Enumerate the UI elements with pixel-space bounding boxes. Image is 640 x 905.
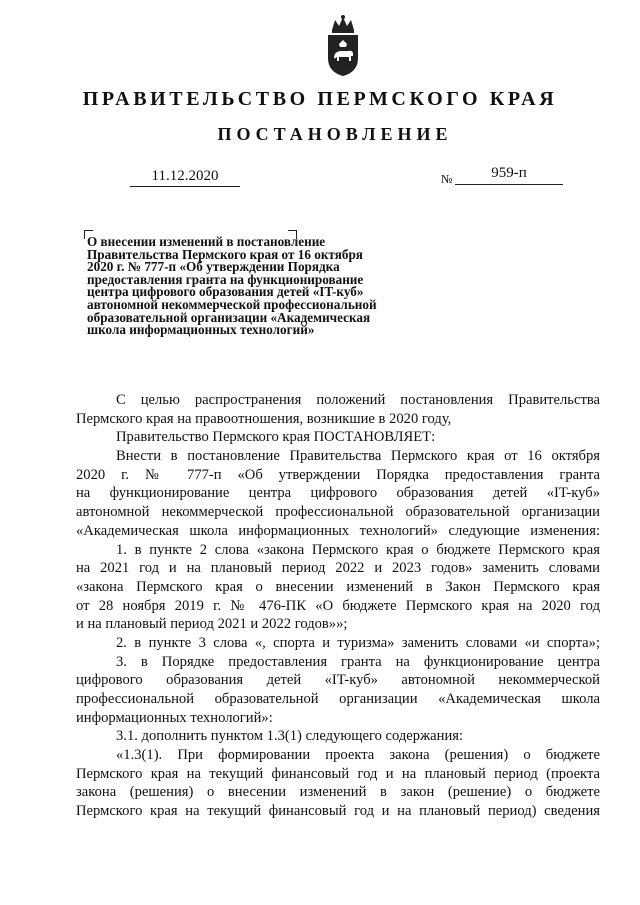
number-sign: № bbox=[441, 172, 453, 186]
body-line: информационных технологий»: bbox=[76, 709, 273, 726]
body-line: «закона Пермского края о внесении изменений в Закон Пермского края bbox=[76, 578, 600, 595]
document-body bbox=[76, 391, 600, 821]
body-line: на функционирование центра цифрового образования детей «IT-куб» bbox=[76, 485, 600, 502]
body-line: от 28 ноября 2019 г. № 476-ПК «О бюджете Пермского края на 2020 год bbox=[76, 597, 600, 614]
body-line: Пермского края на правоотношения, возникшие в 2020 году, bbox=[76, 410, 452, 427]
body-line: 3. в Порядке предоставления гранта на функционирование центра bbox=[116, 653, 600, 670]
body-line: автономной некоммерческой профессиональной образовательной организации bbox=[76, 504, 600, 521]
body-line: 1. в пункте 2 слова «закона Пермского края о бюджете Пермского края bbox=[116, 541, 600, 558]
subject-line: 2020 г. № 777-п «Об утверждении Порядка bbox=[87, 259, 340, 275]
body-line: и на плановый период 2021 и 2022 годов»»; bbox=[76, 616, 348, 633]
subject-line: школа информационных технологий» bbox=[87, 322, 315, 338]
body-line: «Академическая школа информационных технологий» следующие изменения: bbox=[76, 522, 600, 539]
document-number: 959-п bbox=[455, 165, 563, 185]
body-line: на 2021 год и на плановый период 2022 и 2023 годов» заменить словами bbox=[76, 560, 600, 577]
body-line: «1.3(1). При формировании проекта закона (решения) о бюджете bbox=[116, 747, 600, 764]
document-type: ПОСТАНОВЛЕНИЕ bbox=[217, 124, 453, 144]
body-line: Внести в постановление Правительства Пермского края от 16 октября bbox=[116, 448, 600, 465]
body-line: С целью распространения положений постановления Правительства bbox=[116, 392, 600, 408]
subject-line: О внесении изменений в постановление bbox=[87, 234, 326, 249]
subject-line: образовательной организации «Академическая bbox=[87, 309, 371, 325]
subject-line: автономной некоммерческой профессиональной bbox=[87, 296, 377, 312]
body-line: профессиональной образовательной организации «Академическая школа bbox=[76, 691, 600, 707]
subject-line: центра цифрового образования детей «IT-куб» bbox=[87, 284, 364, 300]
subject-line: Правительства Пермского края от 16 октября bbox=[87, 246, 363, 262]
body-line: 3.1. дополнить пунктом 1.3(1) следующего содержания: bbox=[116, 728, 464, 745]
body-line: 2. в пункте 3 слова «, спорта и туризма» заменить словами «и спорта»; bbox=[116, 634, 600, 651]
body-line: закона (решения) о внесении изменений в закон (решение) о бюджете bbox=[76, 784, 600, 801]
body-line: цифрового образования детей «IT-куб» автономной некоммерческой bbox=[76, 672, 600, 689]
document-date: 11.12.2020 bbox=[130, 168, 240, 187]
body-line: 2020 г. № 777-п «Об утверждении Порядка предоставления гранта bbox=[76, 466, 600, 483]
body-line: Пермского края на текущий финансовый год и на плановый период) сведения bbox=[76, 803, 600, 820]
government-title: ПРАВИТЕЛЬСТВО ПЕРМСКОГО КРАЯ bbox=[82, 88, 558, 110]
body-line: Правительство Пермского края ПОСТАНОВЛЯЕТ: bbox=[116, 429, 436, 446]
body-line: Пермского края на текущий финансовый год и на плановый период (проекта bbox=[76, 765, 600, 782]
coat-of-arms-icon bbox=[324, 14, 362, 78]
subject-line: предоставления гранта на функционирование bbox=[87, 271, 364, 287]
document-subject bbox=[87, 236, 417, 337]
